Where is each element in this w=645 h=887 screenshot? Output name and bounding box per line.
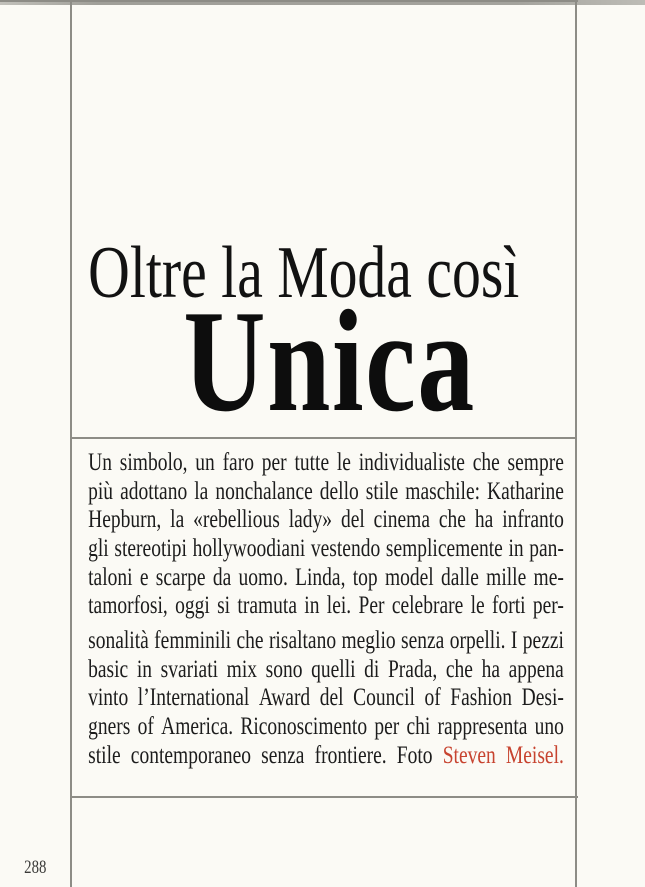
body-word: l’International (137, 684, 250, 712)
body-word: che (438, 506, 466, 534)
page-number: 288 (24, 857, 47, 878)
body-word: dello (319, 477, 359, 505)
body-word: che (236, 627, 264, 654)
body-word: I (510, 627, 518, 654)
body-word: faro (222, 449, 254, 476)
body-word: maschile: (405, 477, 481, 505)
body-word: taloni (88, 563, 133, 591)
body-word: orpelli. (449, 627, 506, 654)
body-line (88, 656, 564, 685)
body-word: uno (534, 713, 564, 741)
body-word: tutte (294, 449, 330, 476)
body-word: Katharine (487, 477, 564, 505)
body-word: simbolo, (119, 449, 188, 476)
body-line (88, 506, 564, 535)
body-word: vinto (88, 684, 129, 712)
body-word: le (336, 449, 351, 476)
body-word: dalle (440, 563, 479, 591)
body-word: cinema (373, 506, 430, 534)
body-line (88, 742, 564, 771)
body-word: Desi- (521, 684, 564, 712)
body-line (88, 713, 564, 742)
body-word: più (88, 477, 114, 505)
body-word: contemporaneo (130, 741, 252, 769)
body-word: del (319, 684, 344, 712)
body-word: ha (474, 506, 494, 534)
body-word: sempre (507, 449, 564, 476)
body-word: scarpe (155, 563, 206, 591)
body-word: stereotipi (114, 535, 187, 563)
body-word: lady» (288, 506, 333, 534)
body-word: Linda, (295, 563, 346, 591)
body-word: infranto (502, 506, 564, 534)
body-word: in (304, 592, 320, 620)
body-word: forti (491, 592, 526, 620)
body-word: Un (88, 449, 112, 476)
body-word: di (364, 655, 380, 683)
body-paragraph-2 (88, 627, 564, 770)
body-word: frontiere. (314, 741, 387, 769)
photographer-credit-word: Steven (442, 741, 496, 769)
body-word: «rebellious (193, 506, 280, 534)
body-word: che (445, 655, 473, 683)
body-word: senza (261, 741, 305, 769)
body-word: gli (88, 535, 109, 563)
body-word: senza (401, 627, 445, 654)
body-word: per (261, 449, 287, 476)
body-word: mille (486, 563, 527, 591)
body-word: del (340, 506, 365, 534)
body-word: un (195, 449, 215, 476)
body-paragraph-1 (88, 449, 564, 621)
body-word: meglio (341, 627, 396, 654)
body-word: stile (365, 477, 399, 505)
body-word: per (374, 713, 400, 741)
body-word: chi (406, 713, 431, 741)
photographer-credit-word: Meisel. (505, 741, 564, 769)
body-word: Riconoscimento (240, 713, 368, 741)
body-word: Fashion (450, 684, 513, 712)
body-word: tramuta (237, 592, 297, 620)
body-word: sono (265, 655, 303, 683)
body-word: svariati (160, 655, 219, 683)
body-word: Prada, (387, 655, 438, 683)
body-line (88, 564, 564, 593)
body-word: celebrare (391, 592, 464, 620)
body-word: Council (353, 684, 415, 712)
body-word: quelli (311, 655, 356, 683)
body-word: nonchalance (215, 477, 313, 505)
body-word: of (137, 713, 154, 741)
body-word: top (352, 563, 378, 591)
body-word: hollywoodiani (192, 535, 306, 563)
body-word: Foto (396, 741, 433, 769)
headline-line-2: Unica (183, 280, 476, 442)
body-word: tamorfosi, (88, 592, 168, 620)
headline-line-1: Oltre la Moda così (88, 232, 520, 314)
body-word: basic (88, 655, 129, 683)
body-word: uomo. (238, 563, 288, 591)
body-word: America. (161, 713, 234, 741)
body-word: stile (88, 741, 121, 769)
body-word: semplicemente (385, 535, 503, 563)
body-word: la (194, 477, 209, 505)
body-word: vestendo (310, 535, 381, 563)
body-word: femminili (154, 627, 232, 654)
body-word: Per (358, 592, 385, 620)
body-word: si (217, 592, 231, 620)
body-line (88, 592, 564, 621)
body-word: model (384, 563, 434, 591)
body-word: lei. (326, 592, 352, 620)
body-word: che (472, 449, 500, 476)
body-word: le (470, 592, 485, 620)
body-word: individualiste (358, 449, 465, 476)
body-word: oggi (175, 592, 210, 620)
body-word: da (212, 563, 232, 591)
body-word: per- (532, 592, 564, 620)
body-word: gners (88, 713, 131, 741)
body-word: appena (508, 655, 564, 683)
body-word: in (136, 655, 153, 683)
body-word: sonalità (88, 627, 149, 654)
body-line (88, 535, 564, 564)
body-word: rappresenta (437, 713, 528, 741)
body-word: la (170, 506, 185, 534)
body-word: risaltano (268, 627, 337, 654)
body-line (88, 684, 564, 713)
body-line (88, 478, 564, 507)
body-line (88, 449, 564, 478)
body-word: in (508, 535, 524, 563)
body-word: ha (481, 655, 500, 683)
body-word: adottano (120, 477, 188, 505)
body-word: of (424, 684, 441, 712)
body-word: Award (258, 684, 311, 712)
body-word: pezzi (522, 627, 564, 654)
body-word: pan- (529, 535, 564, 563)
body-word: e (139, 563, 149, 591)
body-word: mix (226, 655, 258, 683)
body-word: Hepburn, (88, 506, 162, 534)
body-line (88, 627, 564, 656)
body-word: me- (533, 563, 564, 591)
